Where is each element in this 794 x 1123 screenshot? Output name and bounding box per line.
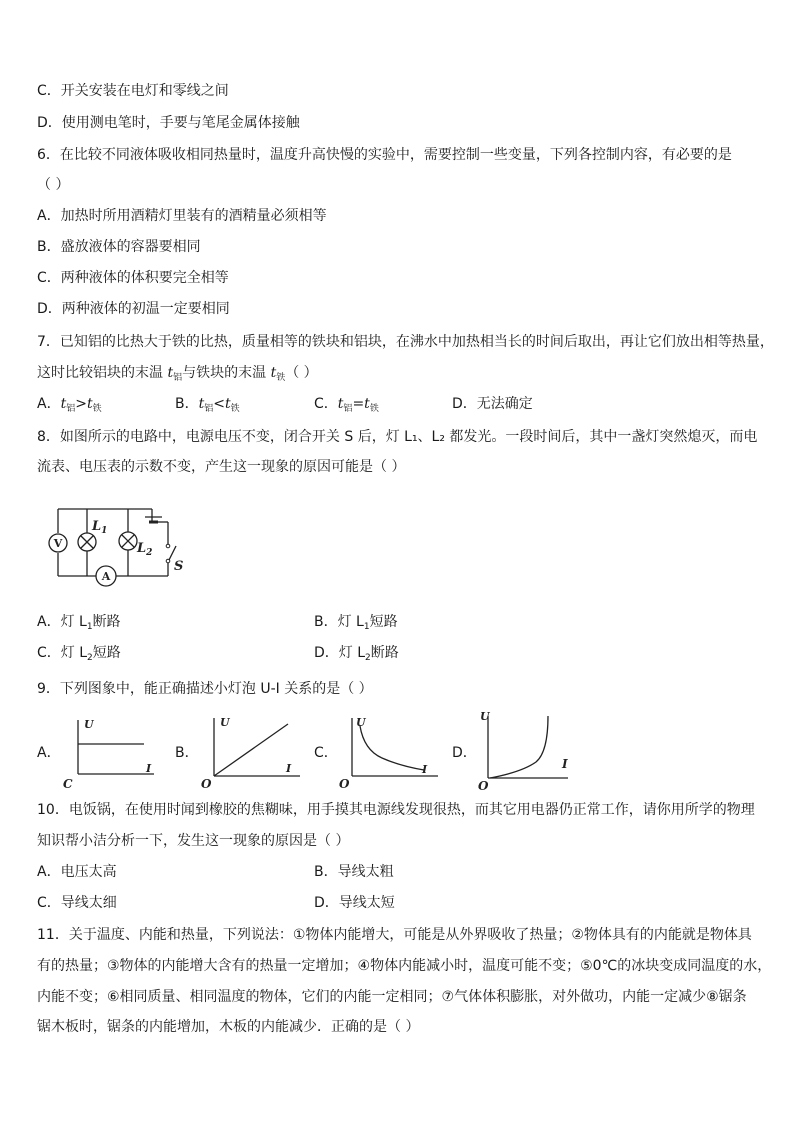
svg-text:U: U <box>356 716 366 729</box>
svg-text:U: U <box>480 710 490 723</box>
option-c-line: C．开关安装在电灯和零线之间 <box>37 83 229 99</box>
q9-graph-b <box>196 712 306 792</box>
q11-stem-2: 有的热量；③物体的内能增大含有的热量一定增加；④物体内能减小时，温度可能不变；⑤0℃的冰块变成同温度的水， <box>37 958 772 974</box>
q10-stem-1: 10．电饭锅，在使用时闻到橡胶的焦糊味，用手摸其电源线发现很热，而其它用电器仍正常工作，请你用所学的物理 <box>37 802 755 818</box>
q9-stem: 9．下列图象中，能正确描述小灯泡 U-I 关系的是（ ） <box>37 681 373 697</box>
q11-stem-3: 内能不变；⑥相同质量、相同温度的物体，它们的内能一定相同；⑦气体体积膨胀，对外做功，内能一定减少⑧锯条 <box>37 989 747 1005</box>
q6-stem: 6．在比较不同液体吸收相同热量时，温度升高快慢的实验中，需要控制一些变量，下列各控制内容，有必要的是 <box>37 147 732 163</box>
q11-stem-1: 11．关于温度、内能和热量，下列说法：①物体内能增大，可能是从外界吸收了热量；②物体具有的内能就是物体具 <box>37 927 752 943</box>
q7-option-a: A．$t_铝>t_铁$ <box>37 396 102 414</box>
q7-stem-2: 这时比较铝块的末温 $t_铝$与铁块的末温 $t_铁$（ ） <box>37 365 318 383</box>
svg-text:O: O <box>201 777 212 791</box>
q8-option-b: B．灯 $L_1$短路 <box>314 614 398 632</box>
q10-option-b: B．导线太粗 <box>314 864 394 880</box>
svg-text:U: U <box>220 716 230 729</box>
q9-graph-a <box>58 712 158 792</box>
svg-text:I: I <box>146 762 152 775</box>
svg-text:U: U <box>84 718 94 731</box>
voltmeter-label: V <box>53 537 63 550</box>
q9-label-d: D． <box>452 745 477 761</box>
q10-stem-2: 知识帮小洁分析一下，发生这一现象的原因是（ ） <box>37 833 350 849</box>
switch-label: S <box>174 559 184 574</box>
q10-option-c: C．导线太细 <box>37 895 117 911</box>
q8-option-d: D．灯 $L_2$断路 <box>314 645 399 663</box>
q9-label-b: B． <box>175 745 199 761</box>
q11-stem-4: 锯木板时，锯条的内能增加，木板的内能减少．正确的是（ ） <box>37 1019 420 1035</box>
q8-stem-2: 流表、电压表的示数不变，产生这一现象的原因可能是（ ） <box>37 459 406 475</box>
q6-option-a: A．加热时所用酒精灯里装有的酒精量必须相等 <box>37 208 327 224</box>
q6-option-d: D．两种液体的初温一定要相同 <box>37 301 230 317</box>
q9-label-c: C． <box>314 745 338 761</box>
q7-stem-1: 7．已知铝的比热大于铁的比热，质量相等的铁块和铝块，在沸水中加热相当长的时间后取出，再让它们放出相等热量， <box>37 334 774 350</box>
svg-text:I: I <box>422 763 428 776</box>
q9-graph-d <box>472 706 582 792</box>
q7-option-c: C．$t_铝=t_铁$ <box>314 396 379 414</box>
q6-option-b: B．盛放液体的容器要相同 <box>37 239 201 255</box>
svg-text:O: O <box>478 779 489 792</box>
q6-paren: （ ） <box>37 177 70 193</box>
q8-stem-1: 8．如图所示的电路中，电源电压不变，闭合开关 S 后，灯 L₁、L₂ 都发光。一段时间后，其中一盏灯突然熄灭，而电 <box>37 429 758 445</box>
svg-text:I: I <box>562 757 568 771</box>
q6-option-c: C．两种液体的体积要完全相等 <box>37 270 229 286</box>
ammeter-label: A <box>101 570 111 583</box>
lamp-l2-label: $L_2$ <box>137 541 153 558</box>
q7-option-d: D．无法确定 <box>452 396 533 412</box>
q8-option-a: A．灯 $L_1$断路 <box>37 614 121 632</box>
q8-circuit-diagram <box>40 494 190 594</box>
option-d-line: D．使用测电笔时，手要与笔尾金属体接触 <box>37 115 300 131</box>
q10-option-d: D．导线太短 <box>314 895 395 911</box>
q8-option-c: C．灯 $L_2$短路 <box>37 645 121 663</box>
q9-graph-c <box>334 712 444 792</box>
svg-text:C: C <box>63 777 73 791</box>
q7-option-b: B．$t_铝<t_铁$ <box>175 396 240 414</box>
svg-text:O: O <box>339 777 350 791</box>
q9-label-a: A． <box>37 745 61 761</box>
q10-option-a: A．电压太高 <box>37 864 117 880</box>
lamp-l1-label: $L_1$ <box>92 519 108 536</box>
svg-text:I: I <box>286 762 292 775</box>
